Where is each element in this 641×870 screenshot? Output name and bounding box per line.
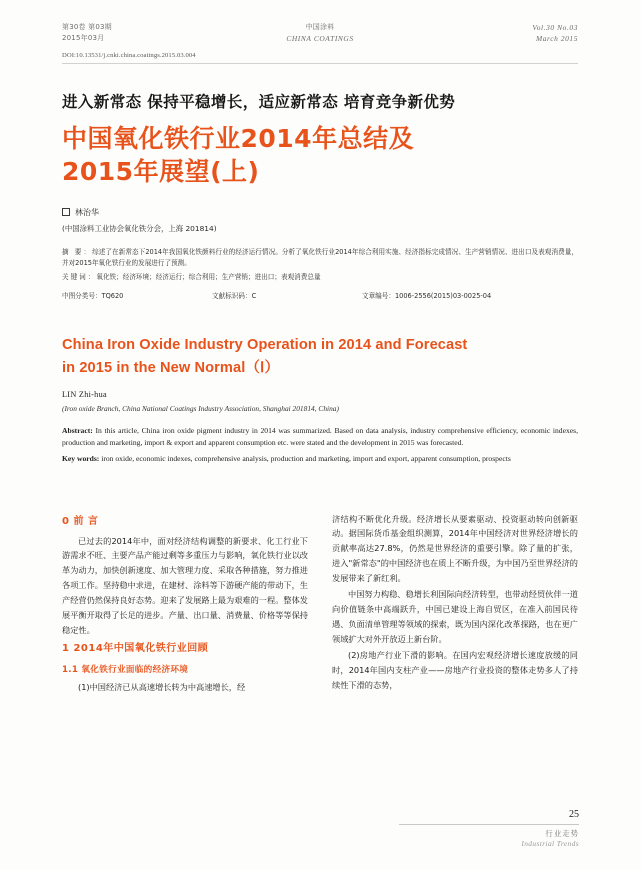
article-title-en-line1: China Iron Oxide Industry Operation in 2014 and Forecast	[62, 336, 468, 353]
footer-section-en: Industrial Trends	[521, 839, 579, 848]
article-id-value: 1006-2556(2015)03-0025-04	[394, 291, 492, 300]
affiliation-en: (Iron oxide Branch, China National Coatings Industry Association, Shanghai 201814, China)	[62, 404, 339, 414]
author-name-en: LIN Zhi-hua	[62, 390, 107, 400]
running-head-right	[406, 22, 578, 45]
running-head	[62, 22, 578, 45]
keywords-text-en: iron oxide, economic indexes, comprehensive analysis, production and marketing, import and export, apparent consumption, prospects	[99, 454, 511, 464]
abstract-label-en: Abstract:	[62, 426, 93, 436]
article-kicker-cn: 进入新常态 保持平稳增长，适应新常态 培育竞争新优势	[62, 92, 456, 111]
body-column-left	[62, 512, 308, 696]
running-head-center	[234, 22, 406, 44]
keywords-label-en: Key words:	[62, 454, 100, 464]
author-line-cn	[62, 207, 578, 218]
article-id-field	[362, 290, 578, 300]
body-paragraph: 已过去的2014年中，面对经济结构调整的新要求、化工行业下游需求不旺、主要产品产能过剩等多重压力与影响，氧化铁行业以改革为动力，加快创新速度、加大管理力度、采取各种措施，努力推进各项工作。坚持稳中求进，在建材、涂料等下游硬产能的带动下，生产经营仍然保持良好态势。迎来了发展路上最为艰难的一程。整体发展平衡开取得了长足的进步。产量、出口量、消费量、价格等等保持稳定性。	[62, 535, 308, 636]
body-paragraph: 济结构不断优化升级。经济增长从要素驱动、投资驱动转向创新驱动。据国际货币基金组织测算，2014年中国经济对世界经济增长的贡献率高达27.8%，仍然是世界经济的重要引擎。除了量的扩张，进入"新常态"的中国经济也在质上不断升级，为中国乃至世界经济的发展带来了新红利。	[332, 513, 578, 584]
journal-name-en: CHINA COATINGS	[286, 33, 354, 43]
doccode-value: C	[251, 291, 257, 300]
abstract-text-en: In this article, China iron oxide pigment industry in 2014 was summarized. Based on data analysis, industry comprehensive efficiency, economic indexes, production and marketing, import & export and apparent consumption etc. were stated and the development in 2015 was forecasted.	[62, 426, 578, 448]
article-title-en	[62, 334, 578, 379]
doi-line: DOI:10.13531/j.cnki.china.coatings.2015.03.004	[62, 51, 196, 59]
article-title-cn-line1: 中国氧化铁行业2014年总结及	[62, 123, 415, 153]
page-number: 25	[569, 809, 579, 820]
section-heading-1: 1 2014年中国氧化铁行业回顾	[62, 643, 209, 655]
journal-name-cn: 中国涂料	[305, 23, 335, 31]
article-title-cn-line2: 2015年展望(上)	[62, 157, 260, 187]
keywords-cn	[62, 272, 578, 283]
running-head-left	[62, 22, 234, 44]
body-columns	[62, 512, 578, 696]
clc-field	[62, 290, 212, 300]
affiliation-cn: (中国涂料工业协会氧化铁分会，上海 201814)	[62, 223, 217, 233]
clc-label: 中图分类号：	[62, 291, 102, 300]
abstract-block-cn	[62, 247, 578, 283]
abstract-cn	[62, 247, 578, 270]
article-title-cn	[62, 122, 578, 189]
footer-section-cn: 行业走势	[545, 829, 579, 838]
abstract-text-cn: 综述了在新常态下2014年我国氧化铁颜料行业的经济运行情况。分析了氧化铁行业2014年综合利用实施、经济指标完成情况、生产营销情况、进出口及表观消费量，并对2015年氧化铁行业的发展进行了预测。	[62, 247, 578, 268]
square-bullet-icon	[62, 208, 70, 216]
page-footer	[399, 809, 579, 848]
header-divider	[62, 63, 578, 64]
body-paragraph: 中国努力构稳、稳增长利国际向经济转型，也带动经贸伙伴一道向价值链条中高端跃升，中国已建设上海自贸区，在准入前国民待遇、负面清单管理等领域的探索，既为国内深化改革探路，也在更广领域扩大对外开放迈上新台阶。	[332, 589, 578, 644]
footer-divider	[399, 824, 579, 825]
body-paragraph: (2)房地产行业下滑的影响。在国内宏观经济增长速度放缓的同时，2014年国内支柱产业——房地产行业投资的整体走势多人了持续性下滑的态势，	[332, 649, 578, 690]
issue-date-en: March 2015	[535, 34, 578, 44]
volume-issue-en: Vol.30 No.03	[532, 23, 578, 32]
doccode-label: 文献标识码：	[212, 291, 252, 300]
keywords-en	[62, 453, 578, 465]
section-heading-1-1: 1.1 氧化铁行业面临的经济环境	[62, 665, 189, 676]
classification-row	[62, 290, 578, 300]
author-name-cn: 林治华	[75, 207, 99, 217]
issue-date: 2015年03月	[62, 33, 105, 42]
body-paragraph: (1)中国经济已从高速增长转为中高速增长，经	[78, 682, 246, 693]
article-id-label: 文章编号：	[362, 291, 395, 300]
abstract-en	[62, 425, 578, 449]
body-column-right	[332, 512, 578, 696]
keywords-label-cn: 关键词：	[62, 272, 97, 281]
keywords-text-cn: 氧化铁；经济环境；经济运行；综合利用；生产营销；进出口；表观消费总量	[96, 272, 321, 281]
doccode-field	[212, 290, 362, 300]
section-heading-0: 0 前 言	[62, 515, 99, 527]
abstract-label-cn: 摘 要：	[62, 247, 93, 256]
volume-issue: 第30卷 第03期	[62, 23, 112, 31]
page-inner	[62, 22, 578, 696]
article-title-en-line2: in 2015 in the New Normal（Ⅰ）	[62, 359, 280, 376]
clc-value: TQ620	[101, 291, 124, 300]
